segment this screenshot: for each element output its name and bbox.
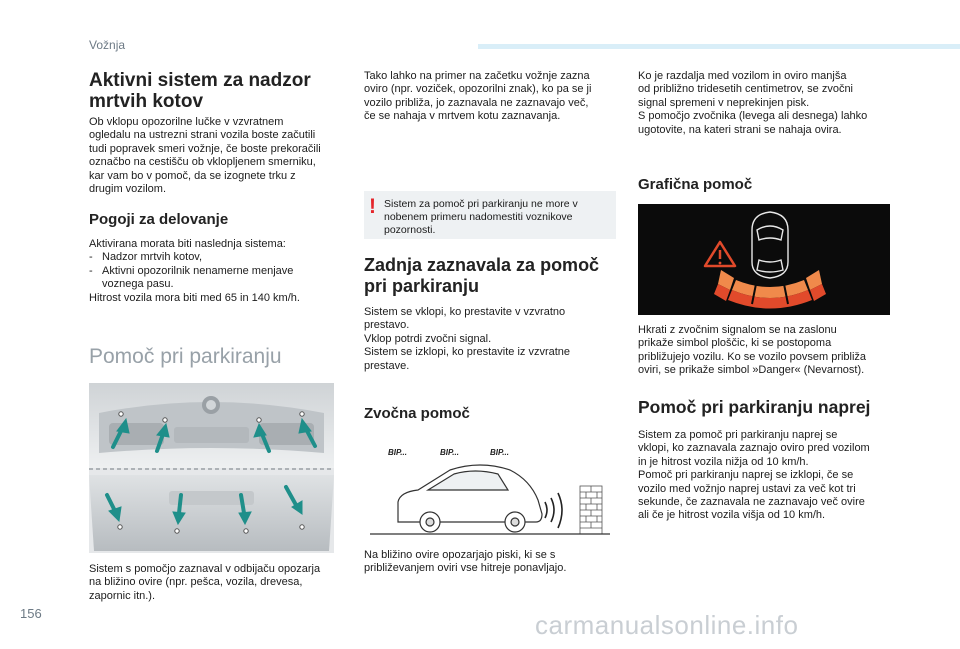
sound-aid-illustration (370, 440, 610, 542)
sensor-dot (257, 418, 261, 422)
sensor-dot (118, 525, 122, 529)
warning-box (364, 191, 616, 239)
arrow-icon (179, 495, 181, 513)
section-label: Vožnja (89, 38, 126, 52)
warning-icon: ! (369, 195, 376, 218)
header-bar (478, 44, 960, 49)
beep-label: BIP... (440, 448, 459, 457)
blind-spot-title: Aktivni sistem za nadzor mrtvih kotov (89, 70, 311, 112)
sensor-dot (244, 529, 248, 533)
car-side-icon (398, 465, 542, 532)
sound-aid-caption: Na bližino ovire opozarjajo piski, ki se s približevanjem oviri vse hitreje ponavljajo. (364, 549, 567, 575)
beep-label: BIP... (388, 448, 407, 457)
rear-bumper-illustration (89, 383, 334, 553)
beep-label: BIP... (490, 448, 509, 457)
graphic-aid-title: Grafična pomoč (638, 176, 753, 193)
car-emblem-icon (202, 396, 220, 414)
front-parking-title: Pomoč pri parkiranju naprej (638, 397, 871, 417)
sound-aid-title: Zvočna pomoč (364, 405, 470, 422)
page-number: 156 (20, 606, 42, 621)
watermark: carmanualsonline.info (535, 610, 799, 640)
sensor-dot (163, 418, 167, 422)
conditions-text: Aktivirana morata biti naslednja sistema: - Nadzor mrtvih kotov, - Aktivni opozorilnik nenamerne menjave voznega pasu. Hitrost vozila mora biti med 65 in 140 km/h. (89, 238, 300, 304)
sensor-dot (300, 412, 304, 416)
graphic-aid-text: Hkrati z zvočnim signalom se na zaslonu prikaže simbol ploščic, ki se postopoma približujejo vozilu. Ko se vozilo povsem približa oviri, se prikaže simbol »Danger« (Nevarnost). (638, 324, 867, 377)
sound-wave-icon (545, 493, 562, 528)
warning-text: Sistem za pomoč pri parkiranju ne more v nobenem primeru nadomestiti voznikove pozornosti. (384, 198, 578, 236)
continuous-beep-text: Ko je razdalja med vozilom in oviro manjša od približno tridesetih centimetrov, se zvočni signal spremeni v neprekinjen pisk. S pomočjo zvočnika (levega ali desnega) lahko ugotovite, na kateri strani se nahaja ovira. (638, 70, 868, 136)
conditions-title: Pogoji za delovanje (89, 211, 229, 228)
car-top-view-icon (752, 212, 788, 278)
parking-display-screen (638, 204, 890, 315)
parking-caption: Sistem s pomočjo zaznaval v odbijaču opozarja na bližino ovire (npr. pešca, vozila, drevesa, zapornic itn.). (89, 563, 321, 602)
rear-sensors-title: Zadnja zaznavala za pomoč pri parkiranju (364, 255, 600, 296)
sensor-dot (300, 525, 304, 529)
brick-wall-icon (580, 486, 602, 534)
sensor-dot (119, 412, 123, 416)
blind-spot-continued: Tako lahko na primer na začetku vožnje zazna oviro (npr. voziček, opozorilni znak), ko pa se ji vozilo približa, jo zaznavala ne zaznavajo več, če se nahaja v mrtvem kotu zaznavanja. (364, 70, 592, 123)
blind-spot-intro: Ob vklopu opozorilne lučke v vzvratnem ogledalu na ustrezni strani vozila boste začutili tudi popravek smeri vožnje, če boste prekoračili označbo na cestišču ob vklopljenem smerniku, kar vam bo v pomoč, da se izognete trku z drugim vozilom. (89, 116, 321, 196)
front-parking-text: Sistem za pomoč pri parkiranju naprej se vklopi, ko zaznavala zaznajo oviro pred vozilom in je hitrost vozila nižja od 10 km/h. Pomoč pri parkiranju naprej se izklopi, če se vozilo med vožnjo naprej ustavi za več kot tri sekunde, če zaznavala ne zaznavajo več ovire ali če je hitrost vozila višja od 10 km/h. (638, 429, 870, 522)
sensor-dot (175, 529, 179, 533)
rear-sensors-text: Sistem se vklopi, ko prestavite v vzvratno prestavo. Vklop potrdi zvočni signal. Sistem se izklopi, ko prestavite iz vzvratne prestave. (364, 306, 571, 372)
parking-title: Pomoč pri parkiranju (89, 345, 282, 368)
